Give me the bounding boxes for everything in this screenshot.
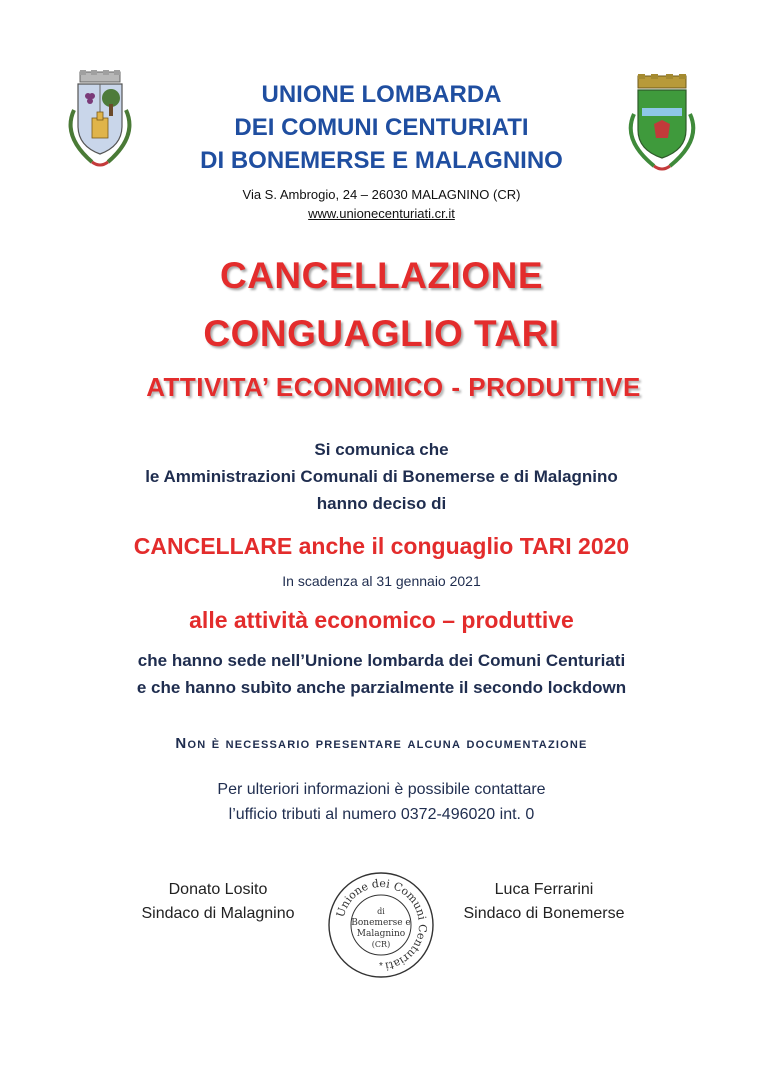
intro-line2: le Amministrazioni Comunali di Bonemerse e di Malagnino — [145, 467, 618, 486]
info-line2: l’ufficio tributi al numero 0372-496020 int. 0 — [228, 806, 535, 823]
stamp-ring-text: Unione dei Comuni Centuriati — [333, 876, 430, 973]
signature-left — [108, 878, 328, 926]
stamp-seal-icon — [326, 870, 436, 980]
headline: CANCELLARE anche il conguaglio TARI 2020 — [133, 533, 630, 559]
stamp-inner-3: Malagnino — [356, 929, 406, 939]
intro-line3: hanno deciso di — [316, 494, 447, 513]
org-name-line2: DEI COMUNI CENTURIATI — [234, 114, 529, 141]
stamp-inner-2: Bonemerse e — [351, 918, 411, 928]
condition-line2: e che hanno subìto anche parzialmente il secondo lockdown — [136, 678, 627, 697]
svg-text:*: * — [379, 961, 383, 972]
official-stamp — [326, 870, 436, 980]
address: Via S. Ambrogio, 24 – 26030 MALAGNINO (CR) — [242, 187, 521, 202]
org-name-line1: UNIONE LOMBARDA — [261, 81, 502, 108]
title-line2: CONGUAGLIO TARI — [203, 313, 560, 354]
notice: Non è necessario presentare alcuna documentazione — [175, 735, 588, 752]
signature-left-role: Sindaco di Malagnino — [141, 905, 295, 922]
info-line1: Per ulteriori informazioni è possibile contattare — [217, 781, 546, 798]
signature-right — [434, 878, 654, 926]
signature-left-name: Donato Losito — [168, 881, 268, 898]
signature-right-role: Sindaco di Bonemerse — [463, 905, 625, 922]
title-line3: ATTIVITA’ ECONOMICO - PRODUTTIVE — [146, 372, 641, 402]
intro-line1: Si comunica che — [314, 440, 449, 459]
stamp-inner-4: (CR) — [371, 940, 391, 949]
condition-line1: che hanno sede nell’Unione lombarda dei Comuni Centuriati — [137, 651, 626, 670]
target-activities: alle attività economico – produttive — [189, 607, 574, 633]
title-line1: CANCELLAZIONE — [219, 255, 544, 296]
deadline: In scadenza al 31 gennaio 2021 — [282, 573, 481, 589]
stamp-inner-1: di — [377, 907, 385, 916]
signature-right-name: Luca Ferrarini — [494, 881, 594, 898]
org-name-line3: DI BONEMERSE E MALAGNINO — [200, 147, 563, 174]
website-link[interactable]: www.unionecenturiati.cr.it — [308, 206, 455, 221]
